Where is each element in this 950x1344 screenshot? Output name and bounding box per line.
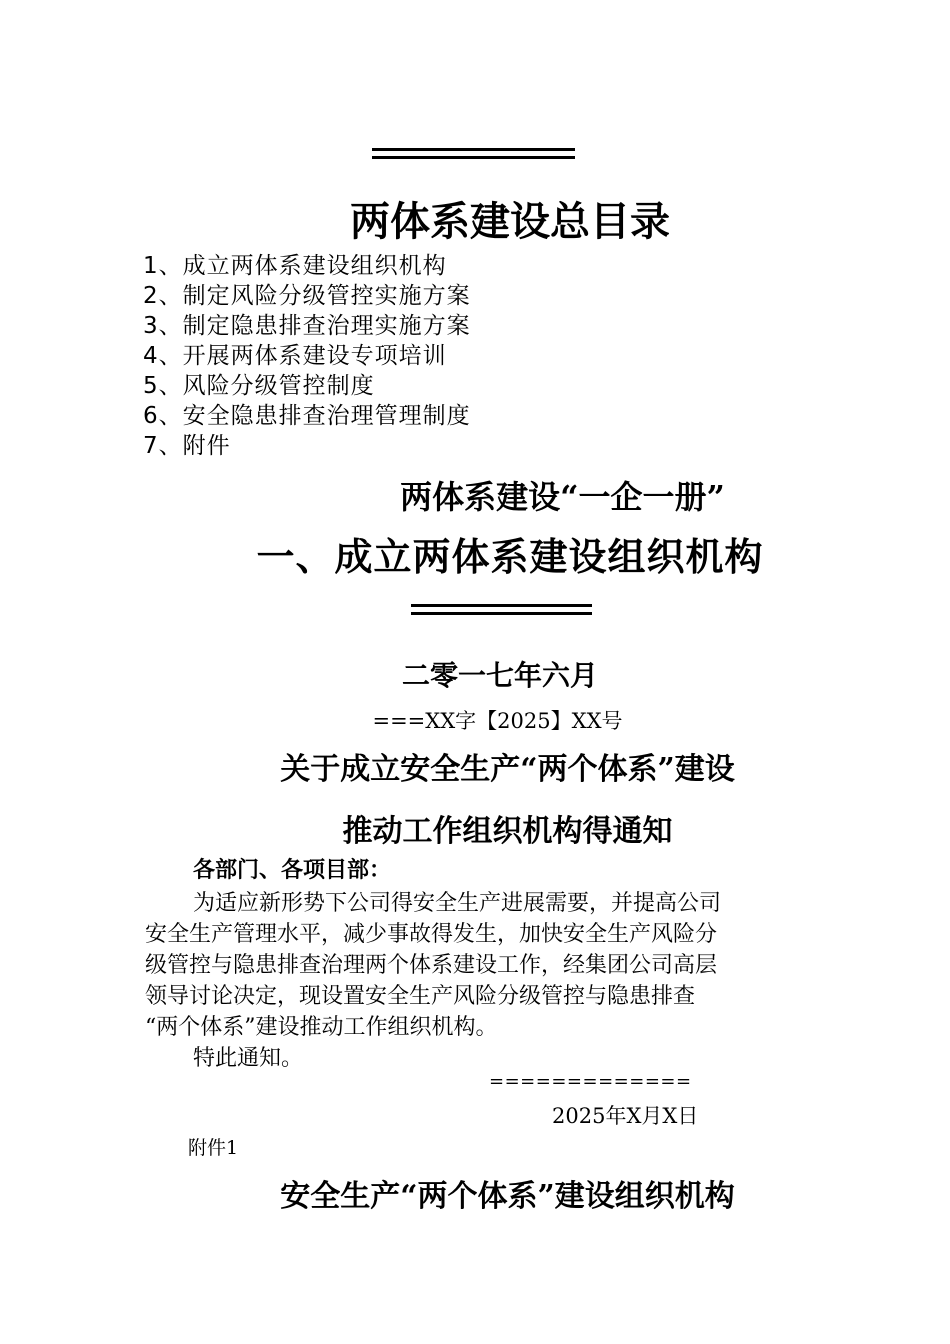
- toc-item: 2、制定风险分级管控实施方案: [143, 283, 471, 309]
- notice-body-line: 级管控与隐患排查治理两个体系建设工作，经集团公司高层: [145, 953, 718, 978]
- toc-item: 5、风险分级管控制度: [143, 373, 375, 399]
- attachment-label: 附件1: [188, 1137, 239, 1159]
- book-title: 两体系建设“一企一册”: [400, 478, 725, 516]
- notice-salutation: 各部门、各项目部：: [193, 857, 392, 883]
- section-title: 一、成立两体系建设组织机构: [256, 534, 764, 579]
- middle-double-rule-upper: [411, 604, 592, 607]
- notice-date: 2025年X月X日: [552, 1104, 699, 1128]
- toc-title: 两体系建设总目录: [350, 198, 670, 245]
- middle-double-rule-lower: [411, 612, 592, 615]
- notice-title-line2: 推动工作组织机构得通知: [342, 814, 673, 849]
- toc-item: 4、开展两体系建设专项培训: [143, 343, 447, 369]
- notice-body-line: 为适应新形势下公司得安全生产进展需要，并提高公司: [193, 891, 722, 916]
- notice-body-line: “两个体系”建设推动工作组织机构。: [145, 1015, 498, 1040]
- document-number: ===XX字【2025】XX号: [372, 709, 623, 733]
- toc-item: 7、附件: [143, 433, 231, 459]
- notice-body-line: 安全生产管理水平，减少事故得发生，加快安全生产风险分: [145, 922, 718, 947]
- document-date-chinese: 二零一七年六月: [401, 659, 598, 692]
- top-double-rule-upper: [372, 148, 575, 151]
- toc-item: 3、制定隐患排查治理实施方案: [143, 313, 471, 339]
- top-double-rule-lower: [372, 156, 575, 159]
- signature-rule: =============: [489, 1071, 692, 1092]
- notice-title-line1: 关于成立安全生产“两个体系”建设: [280, 752, 735, 787]
- toc-item: 6、安全隐患排查治理管理制度: [143, 403, 471, 429]
- notice-body-line: 领导讨论决定，现设置安全生产风险分级管控与隐患排查: [145, 984, 696, 1009]
- attachment-title: 安全生产“两个体系”建设组织机构: [280, 1179, 735, 1214]
- toc-item: 1、成立两体系建设组织机构: [143, 253, 447, 279]
- notice-closing: 特此通知。: [193, 1046, 304, 1071]
